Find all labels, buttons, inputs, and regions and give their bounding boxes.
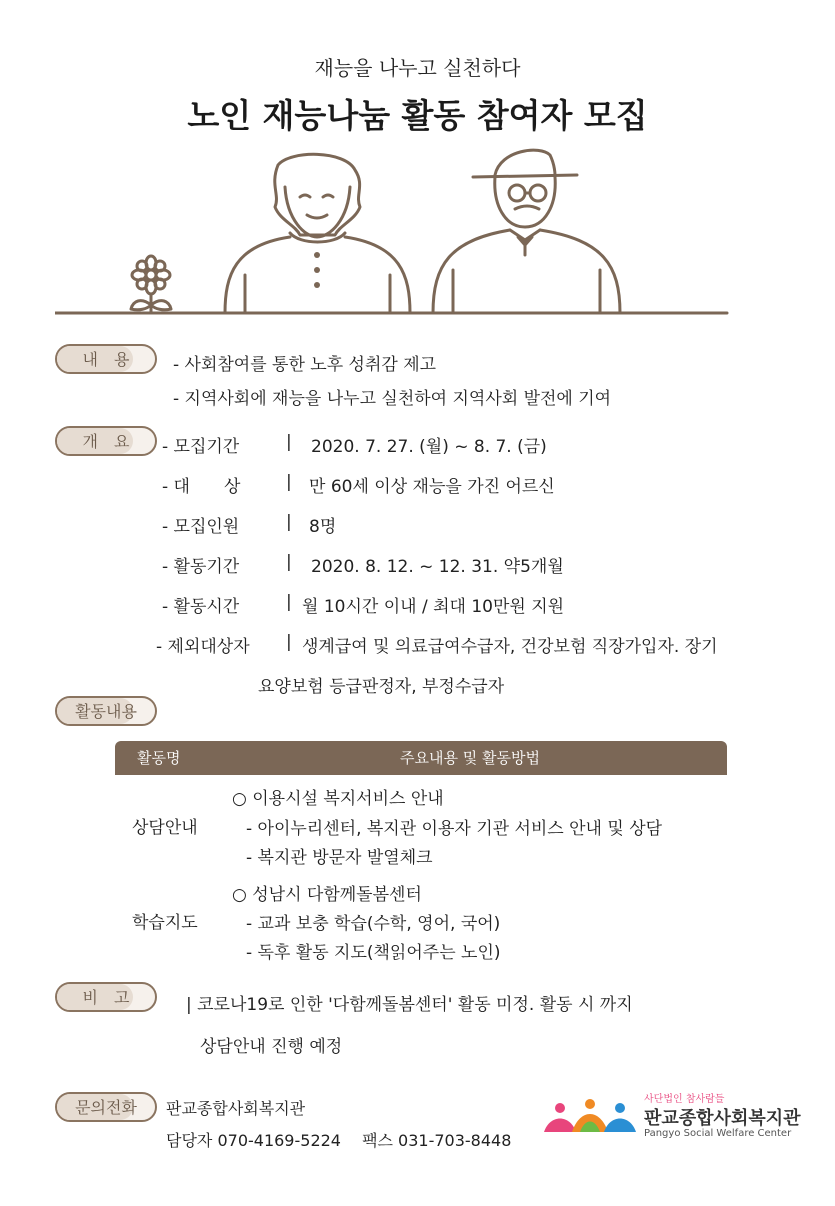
overview-value-period: 2020. 7. 27. (월) ~ 8. 7. (금) bbox=[311, 437, 547, 457]
content-line-1: - 사회참여를 통한 노후 성취감 제고 bbox=[173, 355, 437, 375]
activity-item: - 독후 활동 지도(책읽어주는 노인) bbox=[246, 943, 501, 963]
welfare-center-logo bbox=[540, 1090, 810, 1146]
activities-label: 활동내용 bbox=[55, 696, 157, 726]
activity-name-counsel: 상담안내 bbox=[132, 818, 198, 838]
overview-value-activity-period: 2020. 8. 12. ~ 12. 31. 약5개월 bbox=[311, 557, 564, 577]
logo-english: Pangyo Social Welfare Center bbox=[644, 1128, 792, 1139]
contact-org: 판교종합사회복지관 bbox=[166, 1099, 306, 1118]
col-header-content: 주요내용 및 활동방법 bbox=[400, 749, 540, 767]
logo-people-icon bbox=[540, 1098, 640, 1138]
activity-item: - 복지관 방문자 발열체크 bbox=[246, 848, 433, 868]
activity-item: - 교과 보충 학습(수학, 영어, 국어) bbox=[246, 914, 501, 934]
overview-value-count: 8명 bbox=[309, 517, 337, 537]
logo-name: 판교종합사회복지관 bbox=[644, 1108, 801, 1129]
logo-small-text: 사단법인 참사람들 bbox=[644, 1094, 725, 1105]
subtitle: 재능을 나누고 실천하다 bbox=[314, 56, 521, 80]
page-title: 노인 재능나눔 활동 참여자 모집 bbox=[187, 96, 648, 135]
overview-key-target: - 대 상 bbox=[162, 477, 241, 497]
activities-table-header bbox=[115, 741, 727, 773]
overview-label: 개 요 bbox=[55, 426, 157, 456]
remarks-line-1: | 코로나19로 인한 '다함께돌봄센터' 활동 미정. 활동 시 까지 bbox=[186, 995, 633, 1015]
activity-item: - 아이누리센터, 복지관 이용자 기관 서비스 안내 및 상담 bbox=[246, 819, 663, 839]
content-label: 내 용 bbox=[55, 344, 157, 374]
separator: | bbox=[286, 552, 292, 572]
overview-value-activity-time: 월 10시간 이내 / 최대 10만원 지원 bbox=[302, 597, 565, 617]
col-header-name: 활동명 bbox=[137, 749, 181, 767]
table-divider bbox=[115, 773, 727, 775]
overview-key-count: - 모집인원 bbox=[162, 517, 240, 537]
woman-figure bbox=[225, 154, 410, 313]
man-figure bbox=[433, 150, 620, 313]
overview-key-excluded: - 제외대상자 bbox=[156, 637, 250, 657]
remarks-label: 비 고 bbox=[55, 982, 157, 1012]
activity-name-tutoring: 학습지도 bbox=[132, 913, 198, 933]
overview-value-excluded: 생계급여 및 의료급여수급자, 건강보험 직장가입자. 장기 bbox=[302, 637, 718, 657]
separator: | bbox=[286, 632, 292, 652]
activity-heading-tutoring: ○ 성남시 다함께돌봄센터 bbox=[232, 885, 422, 905]
overview-excluded-continuation: 요양보험 등급판정자, 부정수급자 bbox=[258, 677, 505, 697]
overview-value-target: 만 60세 이상 재능을 가진 어르신 bbox=[309, 477, 555, 497]
content-line-2: - 지역사회에 재능을 나누고 실천하여 지역사회 발전에 기여 bbox=[173, 389, 612, 409]
remarks-line-2: 상담안내 진행 예정 bbox=[200, 1037, 343, 1057]
elderly-couple-illustration bbox=[55, 145, 735, 320]
separator: | bbox=[286, 592, 292, 612]
overview-key-period: - 모집기간 bbox=[162, 437, 240, 457]
separator: | bbox=[286, 472, 292, 492]
separator: | bbox=[286, 432, 292, 452]
flower-icon bbox=[131, 256, 171, 313]
overview-key-activity-period: - 활동기간 bbox=[162, 557, 240, 577]
overview-key-activity-time: - 활동시간 bbox=[162, 597, 240, 617]
activity-heading-counsel: ○ 이용시설 복지서비스 안내 bbox=[232, 789, 444, 809]
contact-label: 문의전화 bbox=[55, 1092, 157, 1122]
contact-phone: 담당자 070-4169-5224 팩스 031-703-8448 bbox=[166, 1131, 512, 1150]
separator: | bbox=[286, 512, 292, 532]
